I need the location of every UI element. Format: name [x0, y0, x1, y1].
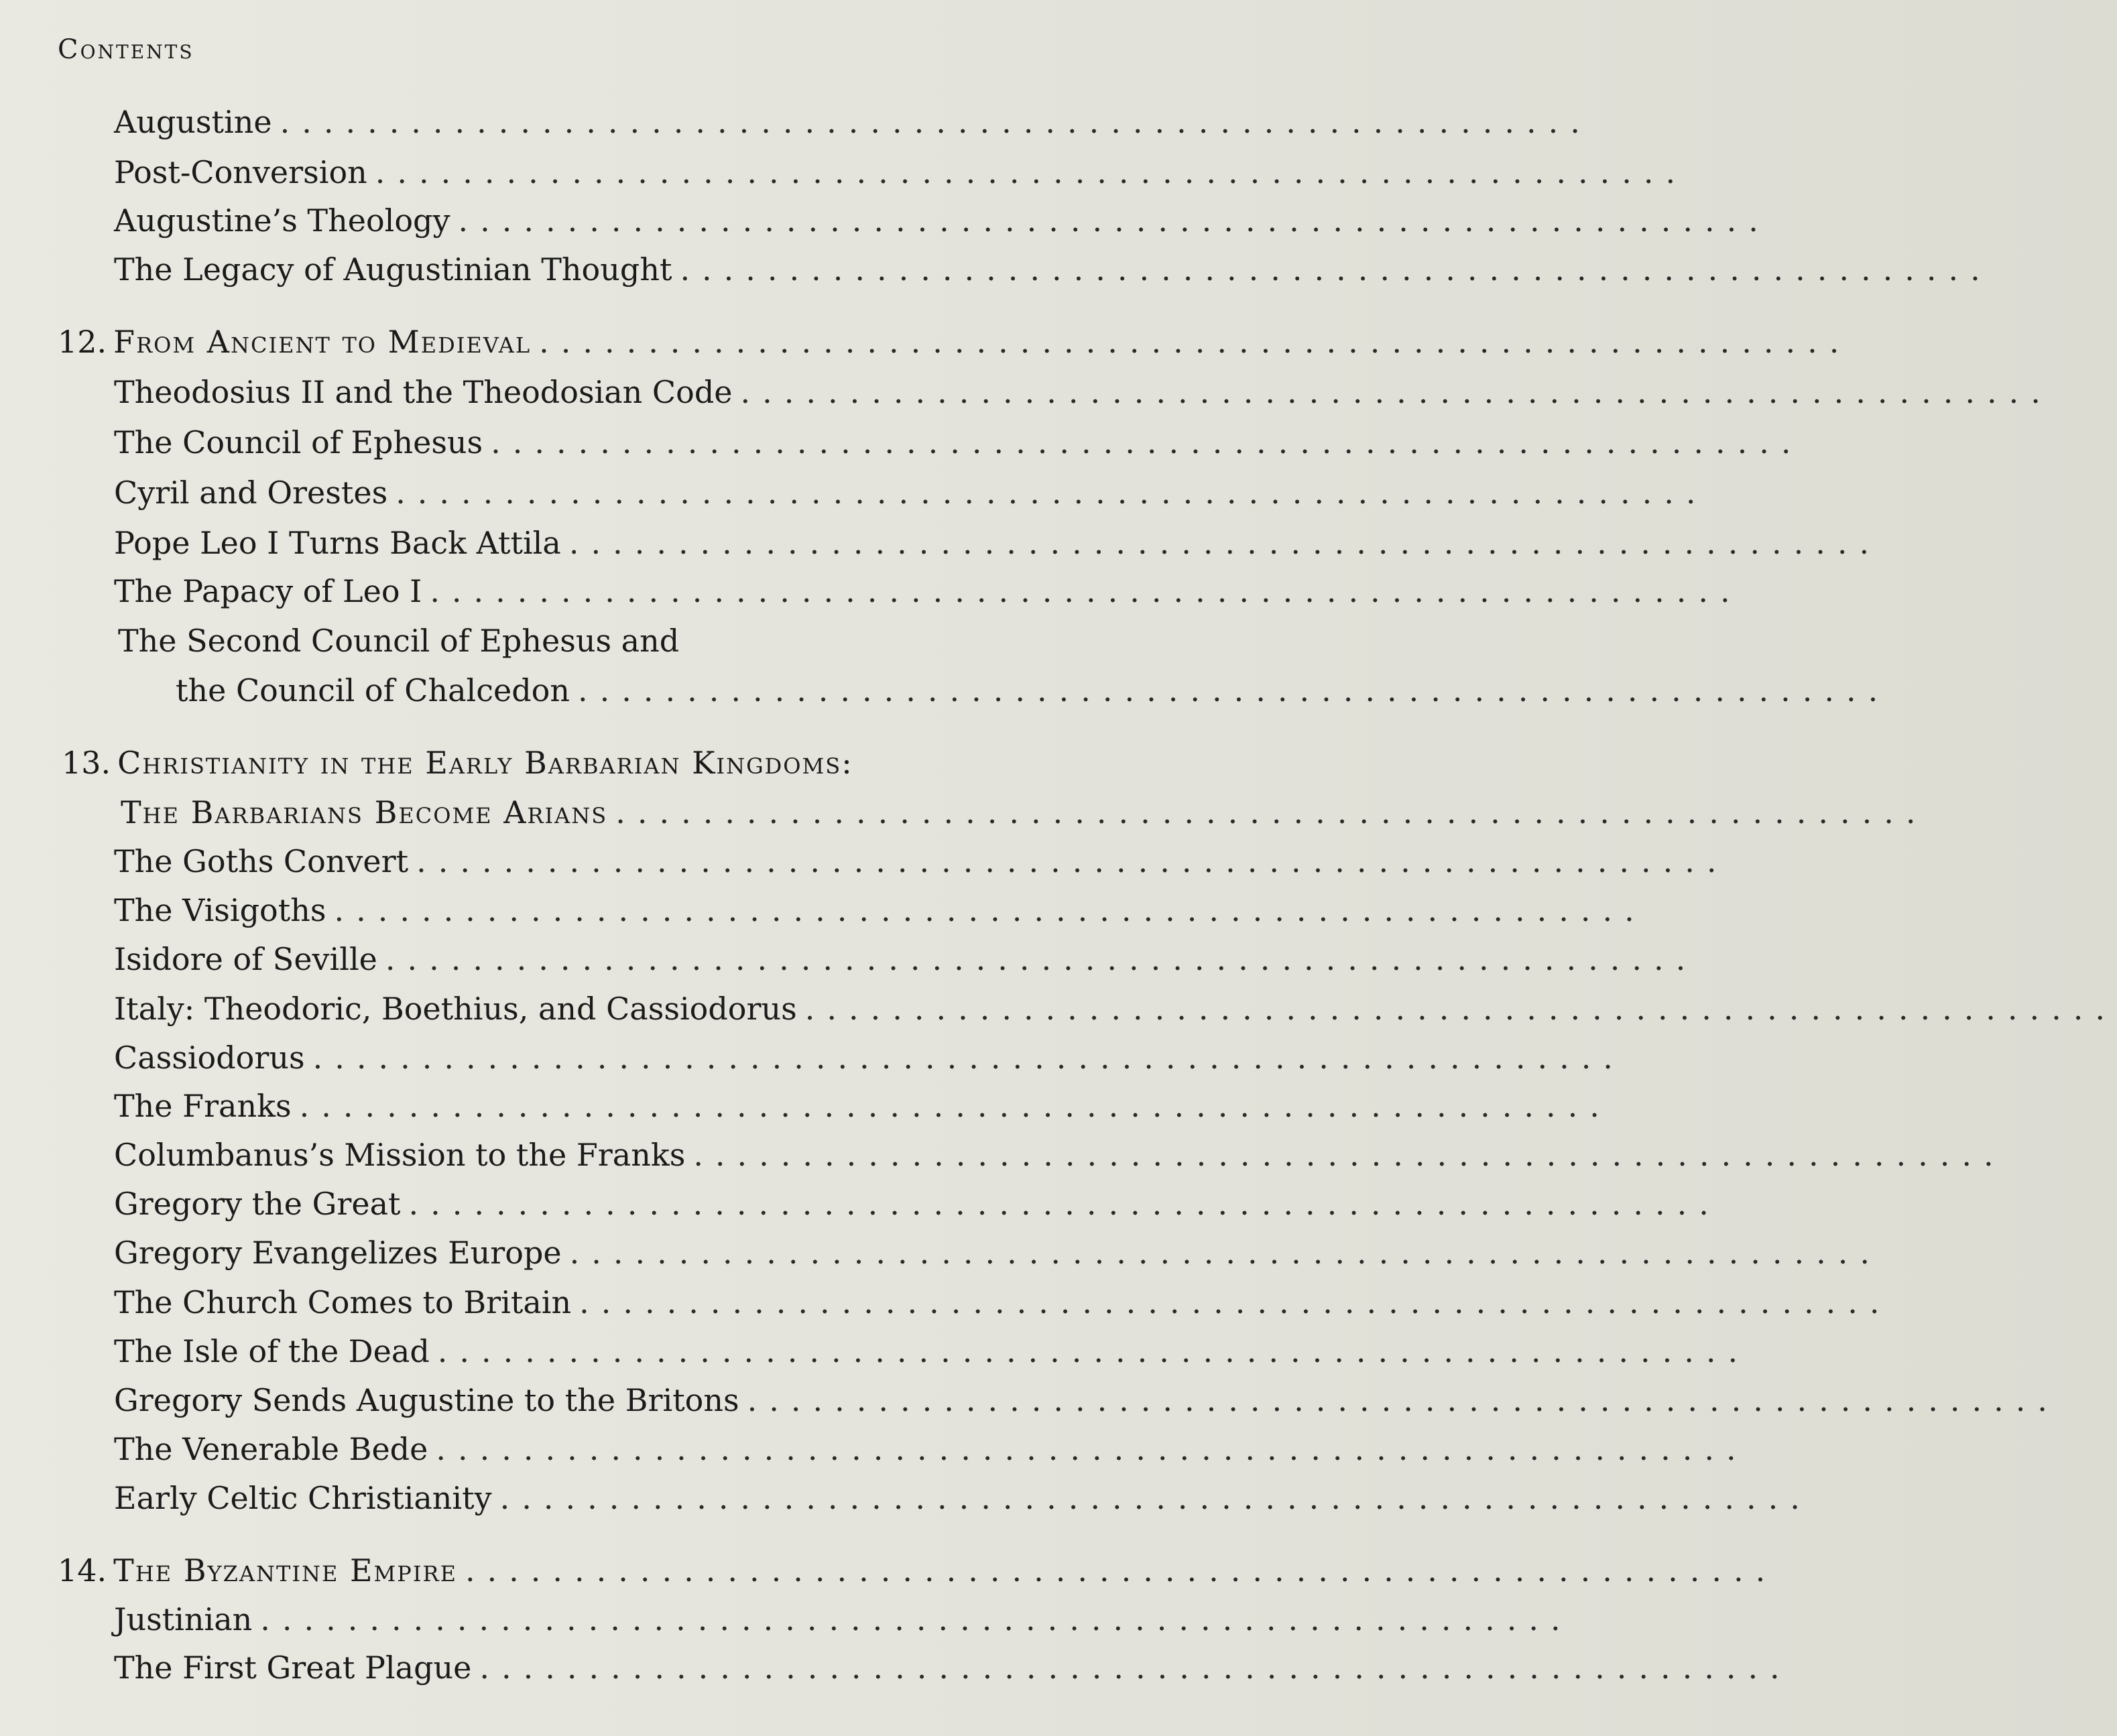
- chapter-title: The Byzantine Empire: [113, 1552, 457, 1589]
- section-title: The Visigoths: [114, 892, 326, 928]
- section-title: Gregory the Great: [114, 1186, 401, 1222]
- dot-leader: ............................................................: [579, 1284, 1892, 1320]
- toc-section-line: [114, 570, 1742, 613]
- section-title: The Church Comes to Britain: [114, 1284, 572, 1320]
- dot-leader: ............................................................: [680, 251, 1992, 288]
- toc-chapter-line: [58, 1549, 1778, 1592]
- section-title: Gregory Evangelizes Europe: [114, 1235, 562, 1271]
- toc-section-line: [114, 987, 2117, 1030]
- dot-leader: ............................................................: [396, 475, 1708, 511]
- dot-leader: ............................................................: [747, 1382, 2059, 1418]
- toc-chapter-line: [58, 320, 1852, 363]
- toc-section-line: [114, 1133, 2006, 1176]
- section-title: the Council of Chalcedon: [176, 672, 570, 708]
- section-title: Cyril and Orestes: [114, 475, 388, 511]
- dot-leader: ............................................................: [615, 794, 1928, 830]
- toc-section-line: [114, 1084, 1612, 1127]
- chapter-title: Christianity in the Early Barbarian Kingdoms:: [117, 745, 853, 781]
- section-title: The Second Council of Ephesus and: [118, 623, 680, 659]
- section-title: Pope Leo I Turns Back Attila: [114, 525, 561, 561]
- section-title: The Papacy of Leo I: [114, 573, 422, 609]
- toc-section-line: [114, 1477, 1812, 1520]
- toc-section-line: [114, 1646, 1792, 1689]
- toc-section-line: [114, 151, 1688, 194]
- section-title: The Venerable Bede: [114, 1431, 428, 1467]
- dot-leader: ............................................................: [260, 1601, 1573, 1637]
- dot-leader: ............................................................: [740, 374, 2053, 410]
- dot-leader: ............................................................: [479, 1650, 1792, 1686]
- section-title: Post-Conversion: [114, 154, 367, 190]
- section-title: The Council of Ephesus: [114, 424, 483, 460]
- dot-leader: ............................................................: [416, 843, 1729, 879]
- toc-section-line: [114, 1231, 1882, 1274]
- dot-leader: ............................................................: [577, 672, 1890, 708]
- chapter-title: The Barbarians Become Arians: [121, 794, 608, 830]
- dot-leader: ............................................................: [430, 573, 1742, 609]
- toc-section-line: [114, 199, 1770, 242]
- dot-leader: ............................................................: [312, 1040, 1625, 1076]
- chapter-number: 13.: [62, 745, 111, 781]
- dot-leader: ............................................................: [569, 1235, 1882, 1271]
- toc-section-line: [118, 619, 1056, 662]
- toc-section-line: [114, 840, 1729, 883]
- section-title: The First Great Plague: [114, 1650, 472, 1686]
- toc-section-line: [114, 938, 1698, 981]
- dot-leader: ............................................................: [499, 1480, 1812, 1516]
- toc-section-line: [114, 421, 1803, 464]
- dot-leader: ............................................................: [299, 1088, 1612, 1124]
- section-title: Gregory Sends Augustine to the Britons: [114, 1382, 739, 1418]
- dot-leader: ............................................................: [458, 202, 1770, 239]
- section-title: The Isle of the Dead: [114, 1333, 430, 1369]
- toc-section-line: [114, 1379, 2059, 1422]
- toc-section-line: [114, 521, 1882, 564]
- dot-leader: ............................................................: [491, 424, 1803, 460]
- dot-leader: ............................................................: [375, 154, 1688, 190]
- section-title: Augustine’s Theology: [114, 202, 450, 239]
- toc-section-line: [114, 371, 2053, 414]
- toc-section-line: [176, 669, 1890, 712]
- section-title: The Franks: [114, 1088, 292, 1124]
- section-title: Italy: Theodoric, Boethius, and Cassiodorus: [114, 991, 797, 1027]
- toc-chapter-line: [62, 741, 1000, 784]
- section-title: Columbanus’s Mission to the Franks: [114, 1137, 686, 1173]
- section-title: Isidore of Seville: [114, 941, 377, 977]
- dot-leader: ............................................................: [804, 991, 2117, 1027]
- toc-section-line: [114, 101, 1592, 143]
- toc-section-line: [114, 1598, 1573, 1641]
- dot-leader: ............................................................: [385, 941, 1698, 977]
- section-title: Augustine: [114, 104, 272, 140]
- toc-section-line: [114, 1036, 1625, 1079]
- running-head: Contents: [58, 34, 194, 65]
- dot-leader: ............................................................: [436, 1431, 1748, 1467]
- toc-section-line: [114, 1182, 1721, 1225]
- dot-leader: ............................................................: [465, 1552, 1778, 1589]
- dot-leader: ............................................................: [280, 104, 1592, 140]
- toc-section-line: [114, 1330, 1750, 1373]
- section-title: Theodosius II and the Theodosian Code: [114, 374, 733, 410]
- toc-chapter-line: [121, 791, 1928, 834]
- section-title: Justinian: [114, 1601, 253, 1637]
- dot-leader: ............................................................: [539, 324, 1852, 360]
- dot-leader: ............................................................: [408, 1186, 1721, 1222]
- toc-section-line: [114, 889, 1646, 932]
- toc-section-line: [114, 248, 1992, 291]
- dot-leader: ............................................................: [568, 525, 1882, 561]
- section-title: The Legacy of Augustinian Thought: [114, 251, 672, 288]
- section-title: The Goths Convert: [114, 843, 409, 879]
- toc-section-line: [114, 471, 1708, 514]
- chapter-number: 12.: [58, 324, 107, 360]
- section-title: Early Celtic Christianity: [114, 1480, 492, 1516]
- dot-leader: ............................................................: [437, 1333, 1750, 1369]
- toc-section-line: [114, 1281, 1892, 1324]
- chapter-title: From Ancient to Medieval: [113, 324, 532, 360]
- dot-leader: ............................................................: [334, 892, 1646, 928]
- section-title: Cassiodorus: [114, 1040, 305, 1076]
- dot-leader: ............................................................: [693, 1137, 2006, 1173]
- toc-section-line: [114, 1428, 1748, 1471]
- chapter-number: 14.: [58, 1552, 107, 1589]
